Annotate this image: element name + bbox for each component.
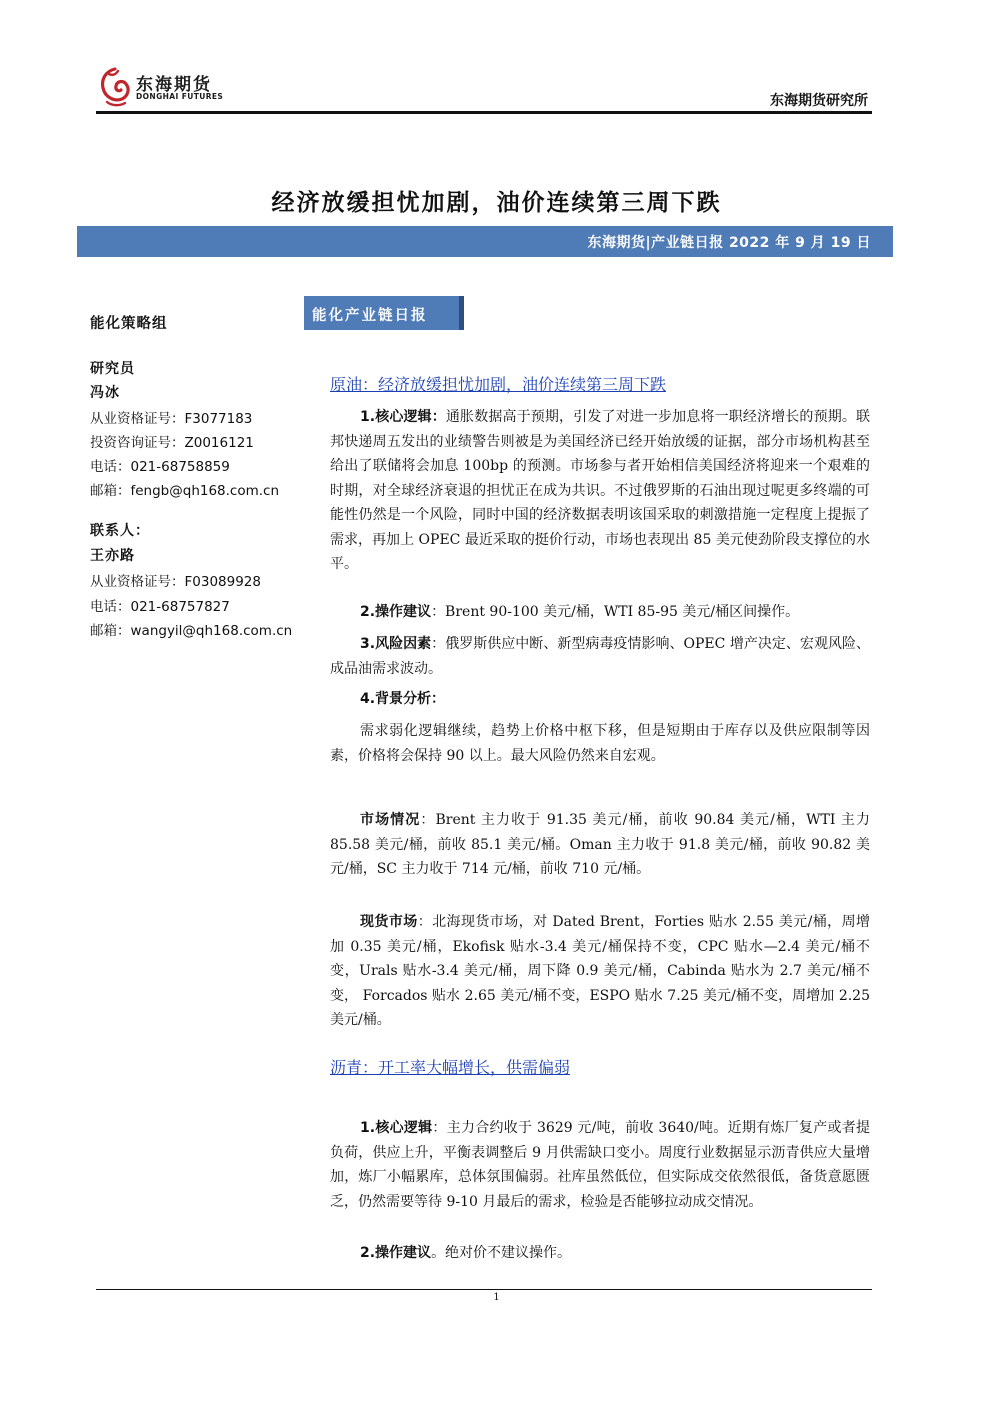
- contact-label: 联系人：: [90, 523, 150, 539]
- logo-chinese-text: 东海期货: [136, 75, 212, 95]
- page-number: 1: [493, 1292, 500, 1303]
- report-title: 经济放缓担忧加剧，油价连续第三周下跌: [271, 190, 722, 216]
- crude-risk-text: ：俄罗斯供应中断、新型病毒疫情影响、OPEC 增产决定、宏观风险、成品油需求波动。: [330, 636, 871, 677]
- crude-background-text: 需求弱化逻辑继续，趋势上价格中枢下移，但是短期由于库存以及供应限制等因素，价格将会保持 90 以上。最大风险仍然来自宏观。: [330, 723, 870, 764]
- crude-logic-label: 1.核心逻辑：: [360, 409, 446, 425]
- crude-advice-label: 2.操作建议: [360, 604, 432, 620]
- contact-qualification: 从业资格证号：F03089928: [90, 574, 261, 590]
- contact-name: 王亦路: [90, 548, 135, 564]
- crude-logic-text: 通胀数据高于预期，引发了对进一步加息将一职经济增长的预期。联邦快递周五发出的业绩警告则被是为美国经济已经开始放缓的证据，部分市场机构甚至给出了联储将会加息 100bp 的预测。市场参与者开始相信美国经济将迎来一个艰难的时期，对全球经济衰退的担忧正在成为共识。不过俄罗斯的石油出现过呢更多终端的可能性仍然是一个风险，同时中国的经济数据表明该国采取的刺激措施一定程度上提振了需求，再加上 OPEC 最近采取的挺价行动，市场也表现出 85 美元使劲阶段支撑位的水平。: [330, 409, 870, 572]
- asphalt-advice-label: 2.操作建议: [360, 1245, 432, 1261]
- researcher-consult-license: 投资咨询证号：Z0016121: [90, 435, 254, 451]
- crude-risk: [330, 632, 870, 681]
- report-type-text: 能化产业链日报: [312, 308, 428, 324]
- logo-english-text: DONGHAI FUTURES: [136, 92, 224, 101]
- crude-background-heading: [330, 687, 870, 712]
- company-logo: [98, 66, 238, 108]
- crude-core-logic: [330, 405, 870, 577]
- crude-section-title: 原油：经济放缓担忧加剧，油价连续第三周下跌: [330, 375, 667, 394]
- researcher-qualification: 从业资格证号：F3077183: [90, 411, 253, 427]
- footer-divider: [96, 1289, 872, 1290]
- report-banner: [77, 226, 893, 257]
- institute-name: 东海期货研究所: [770, 93, 868, 109]
- crude-market-label: 市场情况: [360, 812, 421, 828]
- crude-advice: [330, 600, 870, 625]
- asphalt-section-title: 沥青：开工率大幅增长，供需偏弱: [330, 1058, 571, 1077]
- crude-market-text: ：Brent 主力收于 91.35 美元/桶，前收 90.84 美元/桶，WTI 主力 85.58 美元/桶，前收 85.1 美元/桶。Oman 主力收于 91.8 美元/桶，前收 90.82 美元/桶，SC 主力收于 714 元/桶，前收 710 元/桶。: [330, 812, 871, 877]
- asphalt-advice-text: 。绝对价不建议操作。: [431, 1245, 572, 1261]
- crude-market-situation: [330, 808, 870, 882]
- researcher-email: 邮箱：fengb@qh168.com.cn: [90, 483, 280, 499]
- researcher-name: 冯冰: [90, 385, 120, 401]
- contact-phone: 电话：021-68757827: [90, 599, 230, 615]
- crude-spot-market: [330, 910, 870, 1033]
- dragon-logo-icon: [98, 66, 132, 108]
- crude-risk-label: 3.风险因素: [360, 636, 432, 652]
- banner-text: 东海期货|产业链日报 2022 年 9 月 19 日: [587, 235, 871, 251]
- team-name: 能化策略组: [90, 316, 168, 332]
- report-type-tag: [304, 296, 464, 330]
- crude-bg-label: 4.背景分析：: [360, 691, 446, 707]
- researcher-phone: 电话：021-68758859: [90, 459, 230, 475]
- asphalt-core-logic: [330, 1116, 870, 1214]
- asphalt-logic-text: ：主力合约收于 3629 元/吨，前收 3640/吨。近期有炼厂复产或者提负荷，供应上升，平衡表调整后 9 月供需缺口变小。周度行业数据显示沥青供应大量增加，炼厂小幅累库，总体氛围偏弱。社库虽然低位，但实际成交依然很低，备货意愿匮乏，仍然需要等待 9-10 月最后的需求，检验是否能够拉动成交情况。: [330, 1120, 871, 1210]
- crude-advice-text: ：Brent 90-100 美元/桶，WTI 85-95 美元/桶区间操作。: [431, 604, 800, 620]
- asphalt-advice: [330, 1241, 870, 1266]
- researcher-label: 研究员: [90, 361, 135, 377]
- crude-spot-text: ：北海现货市场，对 Dated Brent，Forties 贴水 2.55 美元/桶，周增加 0.35 美元/桶，Ekofisk 贴水-3.4 美元/桶保持不变，CPC 贴水—2.4 美元/桶不变，Urals 贴水-3.4 美元/桶，周下降 0.9 美元/桶，Cabinda 贴水为 2.7 美元/桶不变， Forcados 贴水 2.65 美元/桶不变，ESPO 贴水 7.25 美元/桶不变，周增加 2.25 美元/桶。: [330, 914, 871, 1028]
- header-divider: [96, 111, 872, 114]
- crude-spot-label: 现货市场: [360, 914, 418, 930]
- asphalt-logic-label: 1.核心逻辑: [360, 1120, 433, 1136]
- contact-email: 邮箱：wangyil@qh168.com.cn: [90, 623, 293, 639]
